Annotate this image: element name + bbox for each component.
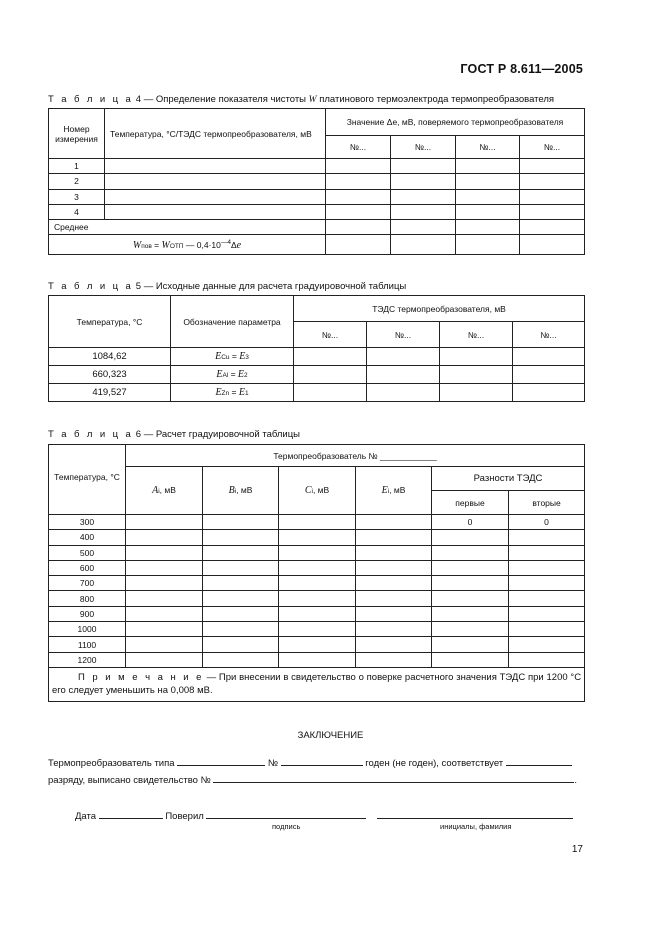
number-label: № xyxy=(267,758,279,769)
table4-formula-text: Wпов = WОТП — $0,4\cdot 10^{—4}\Delta e$ xyxy=(132,239,242,251)
table6-row-temp: 1100 xyxy=(49,637,126,652)
table6-caption-num: 6 xyxy=(135,429,142,440)
number-field[interactable] xyxy=(281,755,363,766)
conclusion-line1 xyxy=(48,755,584,769)
table6-row-temp: 700 xyxy=(49,576,126,591)
table5-header-temp: Температура, °С xyxy=(49,296,171,348)
table6-note-label: П р и м е ч а н и е xyxy=(78,672,204,684)
table4-subcol: №... xyxy=(326,136,391,159)
table5-header-tedc: ТЭДС термопреобразователя, мВ xyxy=(294,296,585,322)
table5-row-param: EAl = E2 xyxy=(171,366,294,384)
table6-row-temp: 500 xyxy=(49,545,126,560)
suitability-label: годен (не годен), соответствует xyxy=(365,758,504,769)
conformity-field[interactable] xyxy=(506,755,572,766)
certificate-field[interactable] xyxy=(213,772,574,783)
table4-subcol: №... xyxy=(456,136,520,159)
table6-header-temp: Температура, °С xyxy=(49,445,126,515)
table6-header-c: Ci, мВ xyxy=(279,467,356,515)
table6-note xyxy=(49,667,585,701)
table6-header-second: вторые xyxy=(509,491,585,515)
conclusion-title: ЗАКЛЮЧЕНИЕ xyxy=(297,730,364,741)
table6-row-temp: 600 xyxy=(49,560,126,575)
table5-subcol: №... xyxy=(294,322,367,348)
type-label: Термопреобразователь типа xyxy=(48,758,175,769)
table4-formula xyxy=(49,235,326,255)
table5-header-param: Обозначение параметра xyxy=(171,296,294,348)
table5-caption-text: — Исходные данные для расчета градуировочной таблицы xyxy=(141,281,407,292)
table5-subcol: №... xyxy=(367,322,440,348)
table4-header-number: Номер измерения xyxy=(49,109,105,159)
table6-caption-text: — Расчет градуировочной таблицы xyxy=(141,429,301,440)
table4-caption-num: 4 xyxy=(135,94,142,105)
table5-caption-num: 5 xyxy=(135,281,142,292)
type-field[interactable] xyxy=(177,755,265,766)
table6-row-temp: 1200 xyxy=(49,652,126,667)
table4-caption-label: Т а б л и ц а xyxy=(48,94,134,105)
table6-row-temp: 1000 xyxy=(49,622,126,637)
initials-caption: инициалы, фамилия xyxy=(440,822,512,831)
signature-field[interactable] xyxy=(206,808,366,819)
table5-row-param: ECu = E3 xyxy=(171,348,294,366)
table6-header-b: Bi, мВ xyxy=(203,467,279,515)
table6 xyxy=(48,444,585,702)
table4-average-label: Среднее xyxy=(49,220,326,235)
table5-caption xyxy=(48,281,406,292)
table4-row-number: 3 xyxy=(49,189,105,204)
table4 xyxy=(48,108,585,255)
checked-label: Поверил xyxy=(165,811,204,822)
table5-row-temp: 1084,62 xyxy=(49,348,171,366)
table4-subcol: №... xyxy=(520,136,585,159)
table4-caption-post: платинового термоэлектрода термопреобразователя xyxy=(316,94,555,105)
table4-row-number: 2 xyxy=(49,174,105,189)
conclusion-line2 xyxy=(48,772,584,786)
table6-caption-label: Т а б л и ц а xyxy=(48,429,134,440)
signature-caption: подпись xyxy=(272,822,301,831)
table6-header-thermo: Термопреобразователь № ____________ xyxy=(126,445,585,467)
table5-row-temp: 660,323 xyxy=(49,366,171,384)
certificate-label: разряду, выписано свидетельство № xyxy=(48,775,211,786)
table5-row-param: EZn = E1 xyxy=(171,384,294,402)
table4-caption-pre: — Определение показателя чистоты xyxy=(141,94,309,105)
table4-caption-var: W xyxy=(308,95,317,105)
table4-row-number: 1 xyxy=(49,159,105,174)
date-label: Дата xyxy=(75,811,97,822)
table6-header-diff: Разности ТЭДС xyxy=(432,467,585,491)
date-field[interactable] xyxy=(99,808,163,819)
table6-note-text: — При внесении в свидетельство о поверке расчетного значения ТЭДС при 1200 °С его следует уменьшить на 0,008 мВ. xyxy=(52,672,582,697)
table6-second-diff: 0 xyxy=(509,515,585,530)
table4-row-number: 4 xyxy=(49,204,105,219)
table6-row-temp: 300 xyxy=(49,515,126,530)
table4-header-temp: Температура, °С/ТЭДС термопреобразователя, мВ xyxy=(105,109,326,159)
standard-header: ГОСТ Р 8.611—2005 xyxy=(460,62,583,76)
table6-row-temp: 800 xyxy=(49,591,126,606)
table4-header-value: Значение Δe, мВ, поверяемого термопреобразователя xyxy=(326,109,585,136)
table5-caption-label: Т а б л и ц а xyxy=(48,281,134,292)
table6-row-temp: 900 xyxy=(49,606,126,621)
table6-first-diff: 0 xyxy=(432,515,509,530)
table4-subcol: №... xyxy=(391,136,456,159)
page-number: 17 xyxy=(571,844,583,855)
table6-caption xyxy=(48,429,300,440)
table6-header-e: Ei, мВ xyxy=(356,467,432,515)
table6-header-a: Ai, мВ xyxy=(126,467,203,515)
table6-header-first: первые xyxy=(432,491,509,515)
table5-subcol: №... xyxy=(513,322,585,348)
table5-row-temp: 419,527 xyxy=(49,384,171,402)
table4-caption xyxy=(48,94,554,105)
initials-field[interactable] xyxy=(377,808,573,819)
line2-period: . xyxy=(574,775,578,786)
table6-row-temp: 400 xyxy=(49,530,126,545)
conclusion-line3 xyxy=(75,808,573,822)
table5-subcol: №... xyxy=(440,322,513,348)
table5 xyxy=(48,295,585,402)
